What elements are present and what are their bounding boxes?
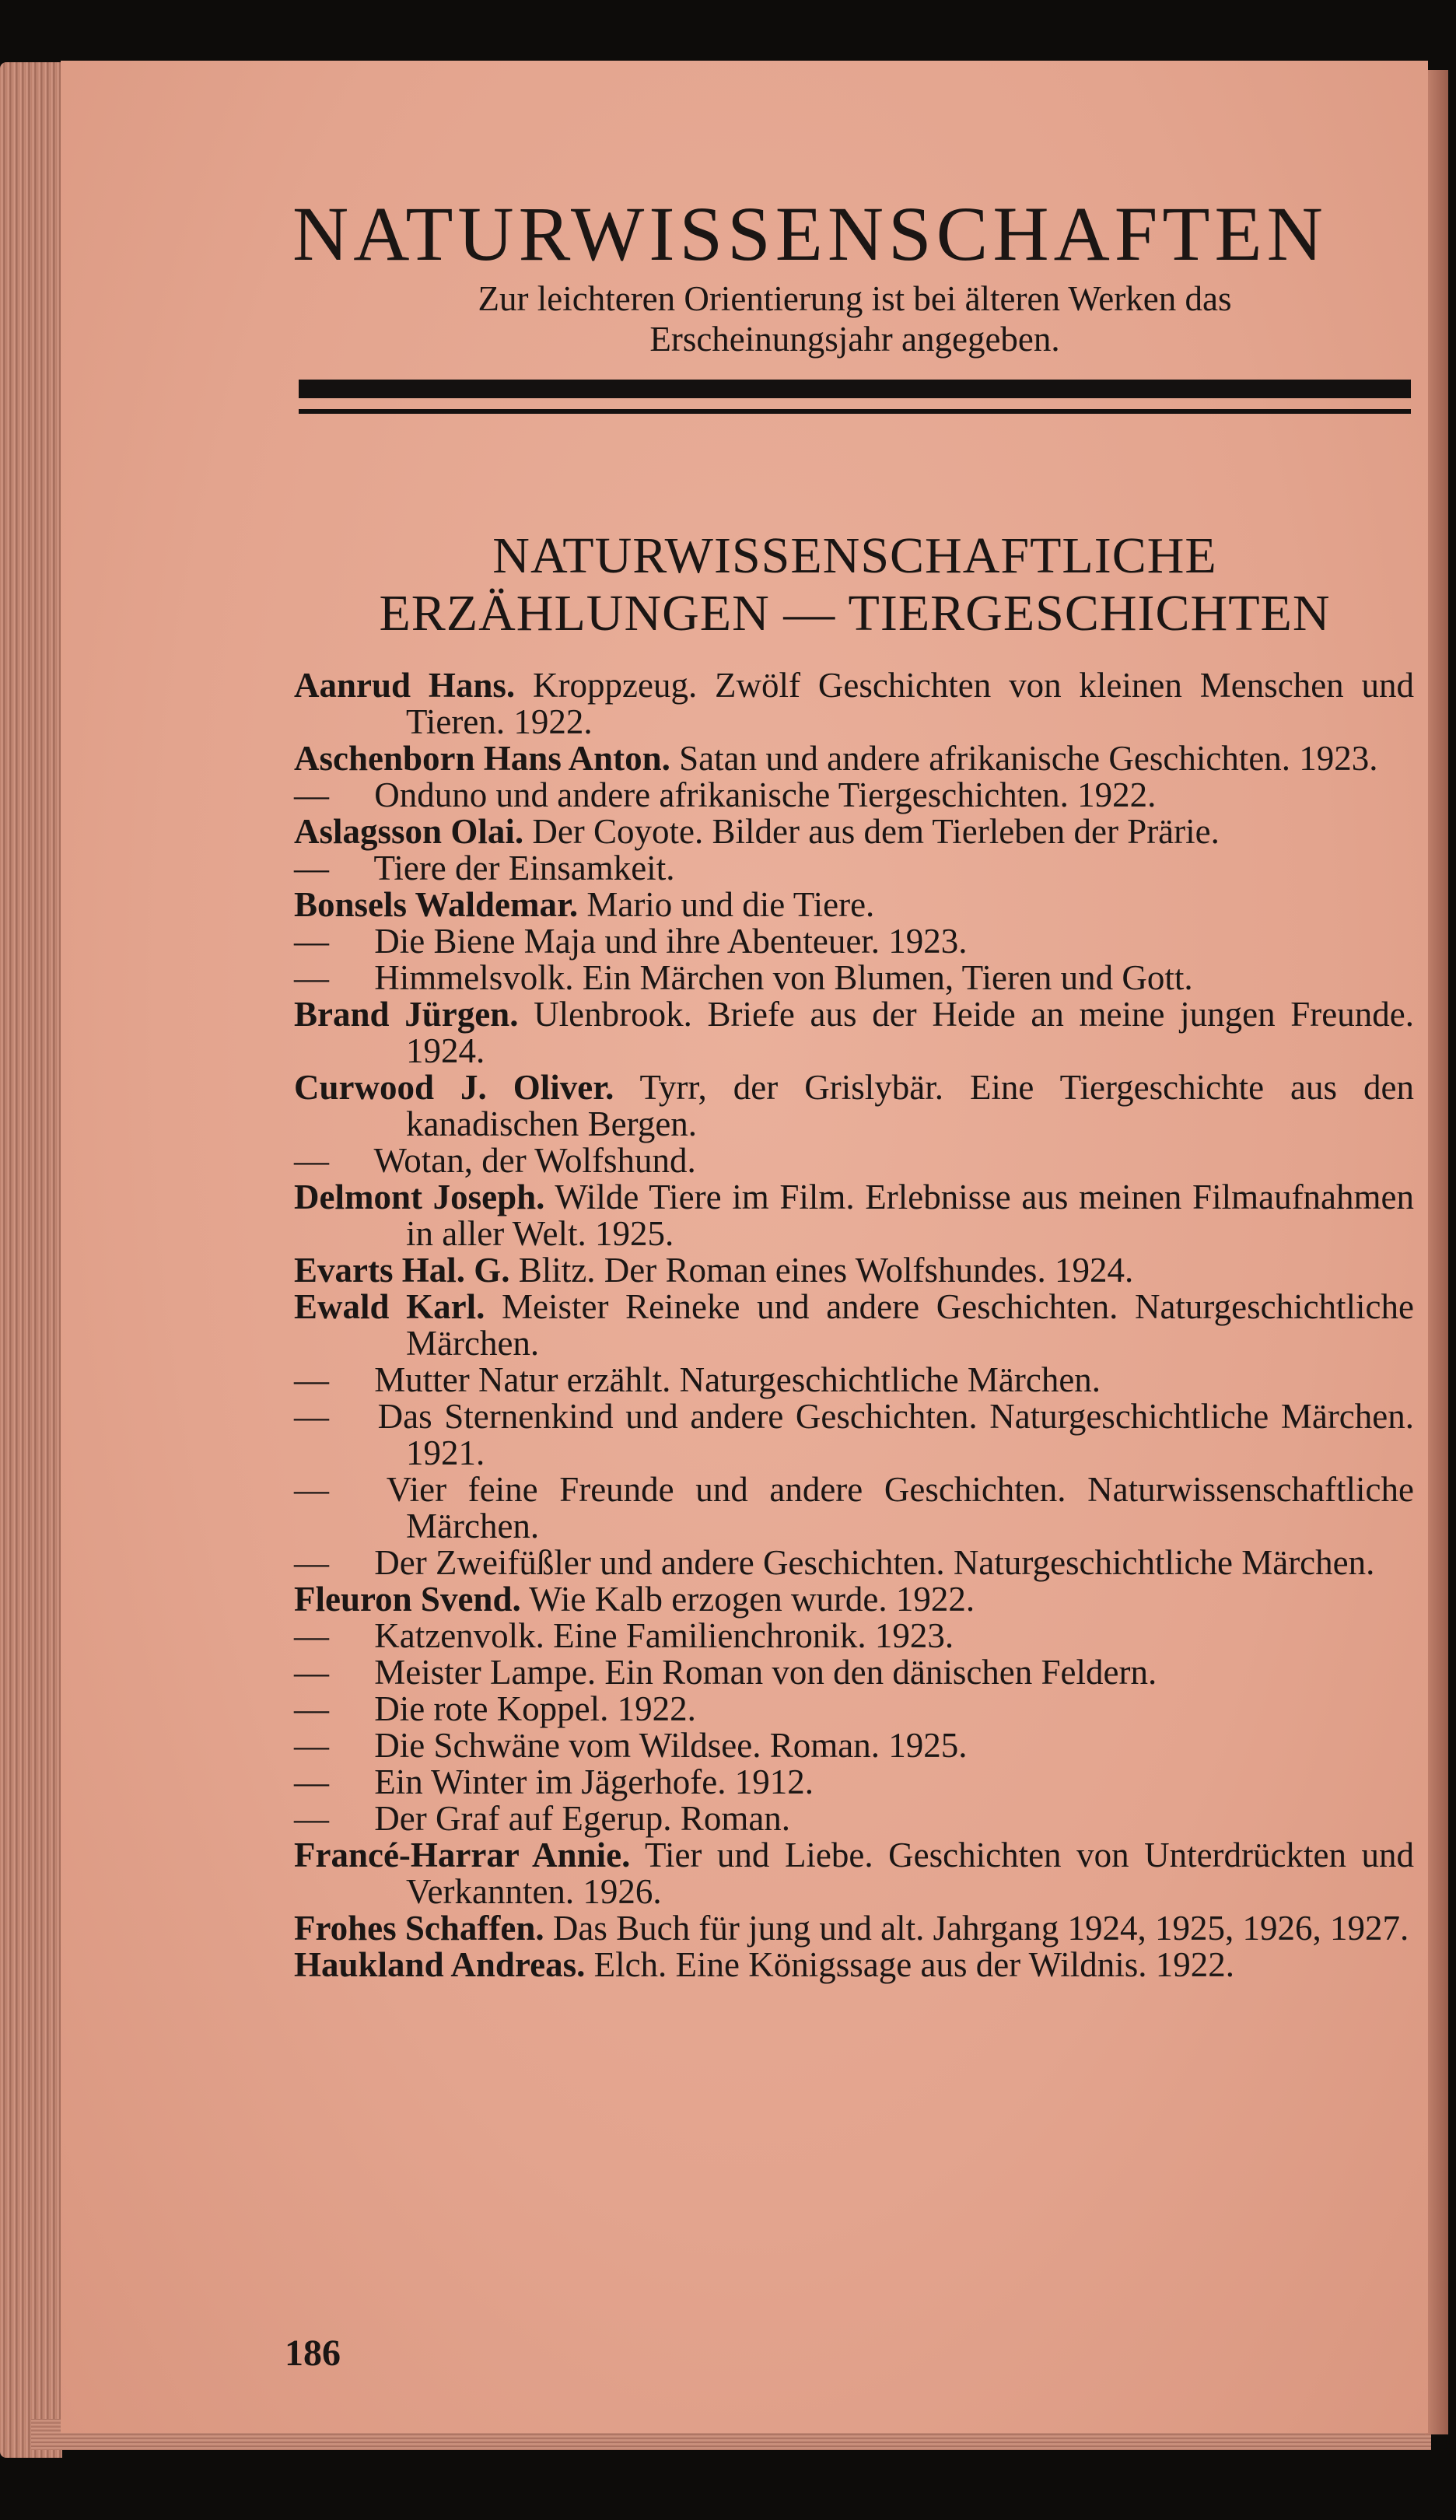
bibliography-entry — [294, 850, 1414, 887]
page-edge-right — [1425, 70, 1448, 2434]
bibliography-entry — [294, 1910, 1414, 1947]
page-subtitle — [299, 278, 1411, 359]
book-page — [61, 61, 1428, 2433]
entry-author: Aschenborn Hans Anton. — [294, 739, 670, 778]
divider-thin — [299, 409, 1411, 414]
bibliography-entry — [294, 1472, 1414, 1545]
entry-title: Tyrr, der Grislybär. Eine Tiergeschichte aus den kanadischen Bergen. — [406, 1068, 1414, 1143]
bibliography-entry — [294, 1143, 1414, 1179]
bibliography-entry — [294, 1618, 1414, 1654]
entry-title: Mario und die Tiere. — [586, 885, 875, 924]
ditto-dash: — — [294, 775, 329, 814]
ditto-dash: — — [294, 1762, 329, 1801]
ditto-dash: — — [294, 1616, 329, 1655]
entry-title: Blitz. Der Roman eines Wolfshundes. 1924. — [518, 1251, 1134, 1290]
entry-author: Francé-Harrar Annie. — [294, 1836, 631, 1874]
entry-title: Himmelsvolk. Ein Märchen von Blumen, Tieren und Gott. — [374, 958, 1193, 997]
entry-title: Meister Lampe. Ein Roman von den dänischen Feldern. — [374, 1653, 1157, 1692]
ditto-dash: — — [294, 1470, 329, 1509]
bibliography-entry — [294, 1581, 1414, 1618]
entry-title: Ulenbrook. Briefe aus der Heide an meine jungen Freunde. 1924. — [406, 995, 1414, 1070]
entry-title: Meister Reineke und andere Geschichten. Naturgeschichtliche Märchen. — [406, 1287, 1414, 1363]
bibliography-entry — [294, 1947, 1414, 1983]
entry-title: Tier und Liebe. Geschichten von Unterdrückten und Verkannten. 1926. — [406, 1836, 1414, 1911]
bibliography-entry — [294, 1069, 1414, 1143]
bibliography-entry — [294, 1179, 1414, 1252]
bibliography-entry — [294, 1801, 1414, 1837]
bibliography-entry — [294, 1764, 1414, 1801]
bibliography-entry — [294, 1837, 1414, 1910]
entry-title: Elch. Eine Königssage aus der Wildnis. 1922. — [593, 1945, 1235, 1984]
entry-title: Die Biene Maja und ihre Abenteuer. 1923. — [374, 922, 968, 961]
entry-author: Aslagsson Olai. — [294, 812, 524, 851]
entry-author: Bonsels Waldemar. — [294, 885, 579, 924]
page-title: NATURWISSENSCHAFTEN — [292, 191, 1328, 277]
bibliography-entry — [294, 740, 1414, 777]
entry-title: Tiere der Einsamkeit. — [373, 849, 675, 887]
ditto-dash: — — [294, 1726, 329, 1765]
entry-title: Wotan, der Wolfshund. — [373, 1141, 696, 1180]
entry-author: Fleuron Svend. — [294, 1580, 521, 1619]
entry-title: Der Zweifüßler und andere Geschichten. Naturgeschichtliche Märchen. — [374, 1543, 1375, 1582]
ditto-dash: — — [294, 1689, 329, 1728]
entry-title: Kroppzeug. Zwölf Geschichten von kleinen Menschen und Tieren. 1922. — [406, 666, 1415, 741]
bibliography-entry — [294, 1252, 1414, 1289]
entry-title: Satan und andere afrikanische Geschichten. 1923. — [679, 739, 1378, 778]
bibliography-entry — [294, 1691, 1414, 1727]
entry-author: Delmont Joseph. — [294, 1178, 545, 1216]
entry-title: Ein Winter im Jägerhofe. 1912. — [374, 1762, 814, 1801]
bibliography-entry — [294, 814, 1414, 850]
ditto-dash: — — [294, 1397, 329, 1436]
bibliography-list — [294, 667, 1414, 1983]
entry-title: Katzenvolk. Eine Familienchronik. 1923. — [374, 1616, 954, 1655]
entry-title: Mutter Natur erzählt. Naturgeschichtliche Märchen. — [374, 1360, 1101, 1399]
page-edges-left — [0, 62, 62, 2458]
entry-author: Frohes Schaffen. — [294, 1909, 544, 1948]
section-heading — [299, 527, 1411, 642]
entry-author: Evarts Hal. G. — [294, 1251, 510, 1290]
bibliography-entry — [294, 1289, 1414, 1362]
entry-author: Ewald Karl. — [294, 1287, 485, 1326]
ditto-dash: — — [294, 1141, 329, 1180]
section-heading-line-1: NATURWISSENSCHAFTLICHE — [492, 527, 1217, 584]
entry-title: Die Schwäne vom Wildsee. Roman. 1925. — [374, 1726, 968, 1765]
bibliography-entry — [294, 923, 1414, 960]
subtitle-line-1: Zur leichteren Orientierung ist bei älteren Werken das — [478, 279, 1232, 318]
ditto-dash: — — [294, 1543, 329, 1582]
bibliography-entry — [294, 1727, 1414, 1764]
ditto-dash: — — [294, 922, 329, 961]
entry-author: Aanrud Hans. — [294, 666, 516, 705]
bibliography-entry — [294, 1362, 1414, 1398]
subtitle-line-2: Erscheinungsjahr angegeben. — [649, 320, 1060, 359]
entry-title: Vier feine Freunde und andere Geschichten. Naturwissenschaftliche Märchen. — [386, 1470, 1414, 1545]
bibliography-entry — [294, 667, 1414, 740]
bibliography-entry — [294, 777, 1414, 814]
ditto-dash: — — [294, 1360, 329, 1399]
ditto-dash: — — [294, 958, 329, 997]
entry-title: Wie Kalb erzogen wurde. 1922. — [529, 1580, 975, 1619]
divider-thick — [299, 380, 1411, 398]
entry-author: Curwood J. Oliver. — [294, 1068, 614, 1107]
entry-title: Der Coyote. Bilder aus dem Tierleben der Prärie. — [532, 812, 1220, 851]
ditto-dash: — — [294, 1799, 329, 1838]
bibliography-entry — [294, 960, 1414, 996]
bibliography-entry — [294, 887, 1414, 923]
entry-author: Brand Jürgen. — [294, 995, 519, 1034]
ditto-dash: — — [294, 849, 329, 887]
bibliography-entry — [294, 996, 1414, 1069]
entry-title: Der Graf auf Egerup. Roman. — [374, 1799, 791, 1838]
section-heading-line-2: ERZÄHLUNGEN — TIERGESCHICHTEN — [379, 585, 1331, 642]
ditto-dash: — — [294, 1653, 329, 1692]
entry-title: Wilde Tiere im Film. Erlebnisse aus meinen Filmaufnahmen in aller Welt. 1925. — [406, 1178, 1414, 1253]
bibliography-entry — [294, 1654, 1414, 1691]
entry-title: Das Buch für jung und alt. Jahrgang 1924, 1925, 1926, 1927. — [552, 1909, 1409, 1948]
bibliography-entry — [294, 1545, 1414, 1581]
entry-title: Onduno und andere afrikanische Tiergeschichten. 1922. — [374, 775, 1157, 814]
page-number: 186 — [285, 2333, 341, 2374]
entry-title: Die rote Koppel. 1922. — [374, 1689, 696, 1728]
bibliography-entry — [294, 1398, 1414, 1472]
entry-title: Das Sternenkind und andere Geschichten. Naturgeschichtliche Märchen. 1921. — [377, 1397, 1415, 1472]
entry-author: Haukland Andreas. — [294, 1945, 586, 1984]
